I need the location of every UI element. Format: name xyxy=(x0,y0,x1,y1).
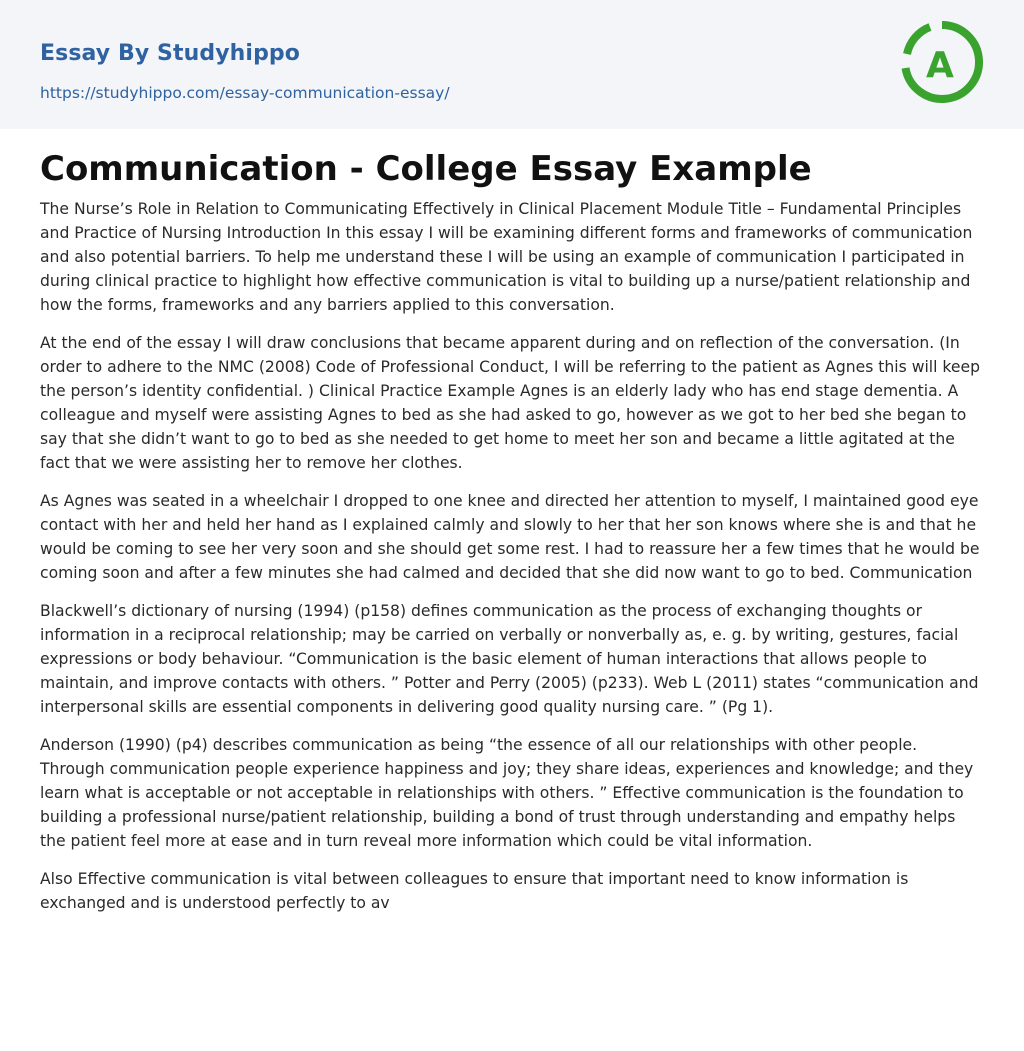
page-title: Communication - College Essay Example xyxy=(40,149,812,189)
article-paragraph: As Agnes was seated in a wheelchair I dropped to one knee and directed her attention to myself, I maintained good eye contact with her and held her hand as I explained calmly and slowly to her that her son knows where she is and that he would be coming to see her very soon and she should get some rest. I had to reassure her a few times that he would be coming soon and after a few minutes she had calmed and decided that she did now want to go to bed. Communication xyxy=(40,492,980,582)
circle-a-logo-icon[interactable] xyxy=(900,20,984,104)
article-body xyxy=(0,149,1024,915)
article-paragraph: Anderson (1990) (p4) describes communication as being “the essence of all our relationships with other people. Through communication people experience happiness and joy; they share ideas, experiences and knowledge; and they learn what is acceptable or not acceptable in relationships with others. ” Effective communication is the foundation to building a professional nurse/patient relationship, building a bond of trust through understanding and empathy helps the patient feel more at ease and in turn reveal more information which could be vital information. xyxy=(40,736,974,850)
source-url-link[interactable]: https://studyhippo.com/essay-communication-essay/ xyxy=(40,84,450,102)
article-paragraph: Blackwell’s dictionary of nursing (1994) (p158) defines communication as the process of exchanging thoughts or information in a reciprocal relationship; may be carried on verbally or nonverbally as, e. g. by writing, gestures, facial expressions or body behaviour. “Communication is the basic element of human interactions that allows people to maintain, and improve contacts with others. ” Potter and Perry (2005) (p233). Web L (2011) states “communication and interpersonal skills are essential components in delivering good quality nursing care. ” (Pg 1). xyxy=(40,602,979,716)
logo-letter: A xyxy=(926,45,954,86)
article-paragraph: The Nurse’s Role in Relation to Communicating Effectively in Clinical Placement Module Title – Fundamental Principles and Practice of Nursing Introduction In this essay I will be examining different forms and frameworks of communication and also potential barriers. To help me understand these I will be using an example of communication I participated in during clinical practice to highlight how effective communication is vital to building up a nurse/patient relationship and how the forms, frameworks and any barriers applied to this conversation. xyxy=(40,200,973,314)
article-paragraph: Also Effective communication is vital between colleagues to ensure that important need to know information is exchanged and is understood perfectly to av xyxy=(40,870,909,912)
site-header xyxy=(0,0,1024,129)
article-paragraph: At the end of the essay I will draw conclusions that became apparent during and on reflection of the conversation. (In order to adhere to the NMC (2008) Code of Professional Conduct, I will be referring to the patient as Agnes this will keep the person’s identity confidential. ) Clinical Practice Example Agnes is an elderly lady who has end stage dementia. A colleague and myself were assisting Agnes to bed as she had asked to go, however as we got to her bed she began to say that she didn’t want to go to bed as she needed to get home to meet her son and became a little agitated at the fact that we were assisting her to remove her clothes. xyxy=(40,334,980,472)
brand-title: Essay By Studyhippo xyxy=(40,41,300,66)
